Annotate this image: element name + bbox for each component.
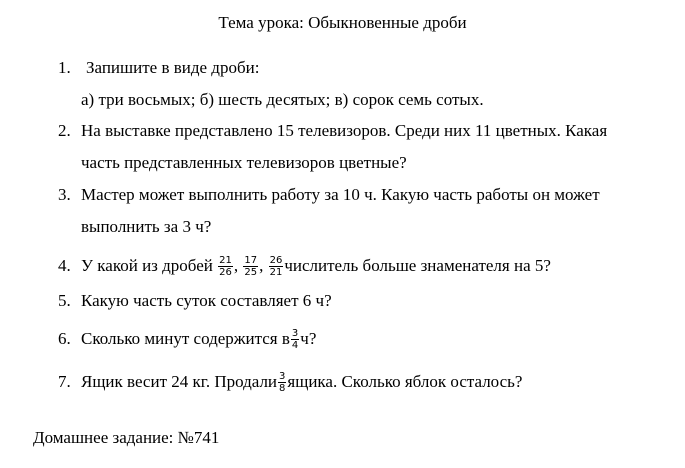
task-3-text-line1: Мастер может выполнить работу за 10 ч. Какую часть работы он может <box>81 185 600 204</box>
task-3-text-line2: выполнить за 3 ч? <box>81 217 212 236</box>
task-2-text-line1: На выставке представлено 15 телевизоров. Среди них 11 цветных. Какая <box>81 121 608 140</box>
task-4-before: У какой из дробей <box>81 256 213 275</box>
task-1-text: Запишите в виде дроби: <box>86 58 260 77</box>
fraction-21-26: $\frac{21}{26}$ <box>219 254 232 278</box>
fraction-3-4: $\frac{3}{4}$ <box>291 327 299 351</box>
task-7-before: Ящик весит 24 кг. Продали <box>81 372 278 391</box>
task-1-options: а) три восьмых; б) шесть десятых; в) сорок семь сотых. <box>81 90 484 109</box>
task-4-after: числитель больше знаменателя на 5? <box>284 256 551 275</box>
task-4-text: У какой из дробей $\frac{21}{26}$ , $\frac{17}{25}$ , $\frac{26}{21}$ числитель больше знаменателя на 5? <box>81 254 551 278</box>
homework-note: Домашнее задание: №741 <box>33 428 220 447</box>
task-3-number: 3. <box>58 185 71 204</box>
task-1-number: 1. <box>58 58 71 77</box>
fraction-3-8: $\frac{3}{8}$ <box>279 370 286 394</box>
task-7-after: ящика. Сколько яблок осталось? <box>287 372 523 391</box>
fraction-26-21: $\frac{26}{21}$ <box>269 254 283 278</box>
task-6-number: 6. <box>58 329 71 348</box>
task-7-text <box>81 363 522 401</box>
fraction-17-25: $\frac{17}{25}$ <box>244 254 258 278</box>
lesson-title: Тема урока: Обыкновенные дроби <box>218 13 467 32</box>
task-2-number: 2. <box>58 121 71 140</box>
task-4-number: 4. <box>58 256 71 275</box>
task-5-number: 5. <box>58 291 71 310</box>
task-6-after: ч? <box>300 329 317 348</box>
task-7-number: 7. <box>58 372 71 391</box>
task-6-text <box>81 320 316 358</box>
task-5-text: Какую часть суток составляет 6 ч? <box>81 291 332 310</box>
task-2-text-line2: часть представленных телевизоров цветные? <box>81 153 407 172</box>
task-6-before: Сколько минут содержится в <box>81 329 290 348</box>
